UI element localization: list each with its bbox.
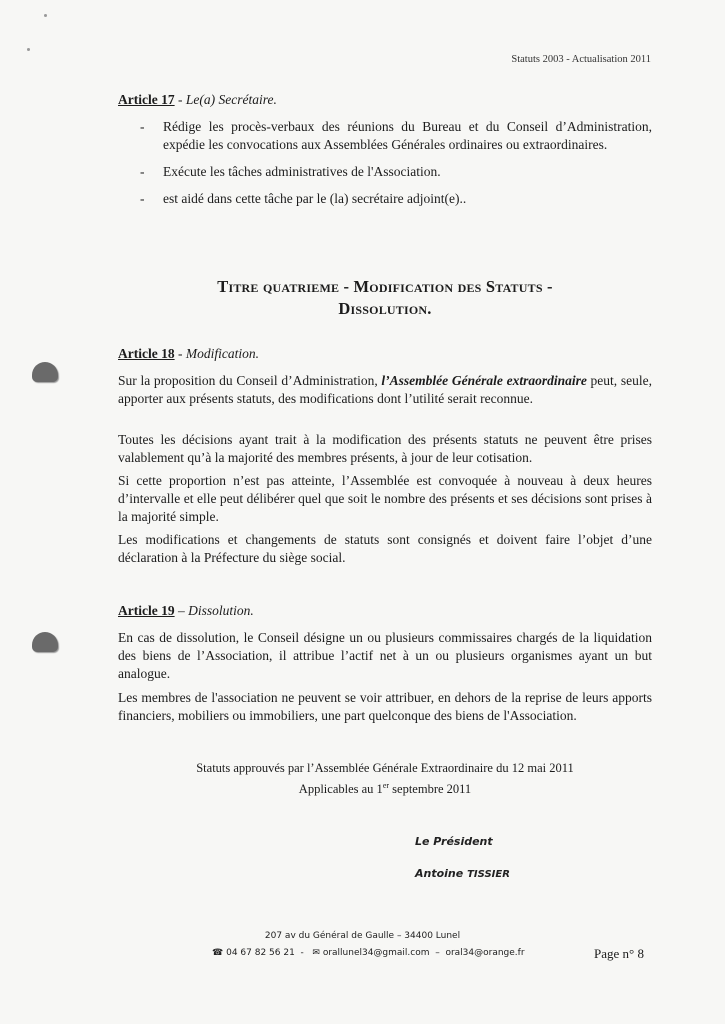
- paragraph: Les membres de l'association ne peuvent se voir attribuer, en dehors de la reprise de leurs apports financiers, mobiliers ou immobiliers, une part quelconque des biens de l'Association.: [118, 690, 652, 724]
- paragraph: Si cette proportion n’est pas atteinte, l’Assemblée est convoquée à nouveau à deux heures d’intervalle et elle peut délibérer quel que soit le nombre des présents et ses décisions sont prises à la majorité simple.: [118, 473, 652, 525]
- scan-speck: [44, 14, 47, 17]
- article-title: Le(a) Secrétaire.: [185, 92, 277, 107]
- article-title: Modification.: [185, 346, 259, 361]
- article-title: Dissolution.: [188, 603, 254, 618]
- list-item: - Exécute les tâches administratives de l'Association.: [140, 163, 652, 181]
- paragraph: Sur la proposition du Conseil d’Administration, l’Assemblée Générale extraordinaire peut, seule, apporter aux présents statuts, des modifications dont l’utilité serait reconnue.: [118, 373, 653, 407]
- emphasis: l’Assemblée Générale extraordinaire: [381, 373, 587, 388]
- article-18-heading: Article 18 - Modification.: [118, 346, 259, 361]
- article-19-heading: Article 19 – Dissolution.: [118, 603, 254, 618]
- signatory-role: Le Président: [415, 835, 493, 848]
- article-number: Article 17: [118, 92, 175, 107]
- paragraph: En cas de dissolution, le Conseil désigne un ou plusieurs commissaires chargés de la liquidation des biens de l’Association, il attribue l’actif net à un ou plusieurs organismes ayant un but analogue.: [118, 630, 652, 682]
- page-number: Page n° 8: [594, 946, 644, 961]
- list-item: - Rédige les procès-verbaux des réunions du Bureau et du Conseil d’Administration, expédie les convocations aux Assemblées Générales ordinaires ou extraordinaires.: [140, 118, 652, 154]
- list-item: - est aidé dans cette tâche par le (la) secrétaire adjoint(e)..: [140, 190, 652, 208]
- section-title: Titre quatrieme - Modification des Statuts - Dissolution.: [217, 277, 553, 318]
- article-17-duties-list: [140, 118, 652, 217]
- punch-hole: [32, 362, 58, 382]
- phone-number: 04 67 82 56 21: [226, 948, 295, 958]
- article-17-heading: Article 17 - Le(a) Secrétaire.: [118, 92, 277, 107]
- signatory-name: Antoine TISSIER: [415, 867, 510, 880]
- paragraph: Toutes les décisions ayant trait à la modification des présents statuts ne peuvent être prises valablement qu’à la majorité des membres présents, à jour de leur cotisation.: [118, 432, 652, 466]
- footer-address: 207 av du Général de Gaulle – 34400 Lunel: [264, 931, 461, 941]
- paragraph: Les modifications et changements de statuts sont consignés et doivent faire l’objet d’une déclaration à la Préfecture du siège social.: [118, 532, 652, 566]
- scan-speck: [27, 48, 30, 51]
- footer-contact: ☎ 04 67 82 56 21 - ✉ orallunel34@gmail.com – oral34@orange.fr: [212, 948, 525, 958]
- running-header: Statuts 2003 - Actualisation 2011: [511, 54, 651, 65]
- punch-hole: [32, 632, 58, 652]
- phone-icon: ☎: [212, 948, 224, 958]
- email-icon: ✉: [312, 948, 320, 958]
- email-addresses: orallunel34@gmail.com – oral34@orange.fr: [322, 948, 525, 958]
- approval-statement: Statuts approuvés par l’Assemblée Générale Extraordinaire du 12 mai 2011 Applicables au 1er septembre 2011: [196, 761, 574, 797]
- article-number: Article 18: [118, 346, 175, 361]
- article-number: Article 19: [118, 603, 175, 618]
